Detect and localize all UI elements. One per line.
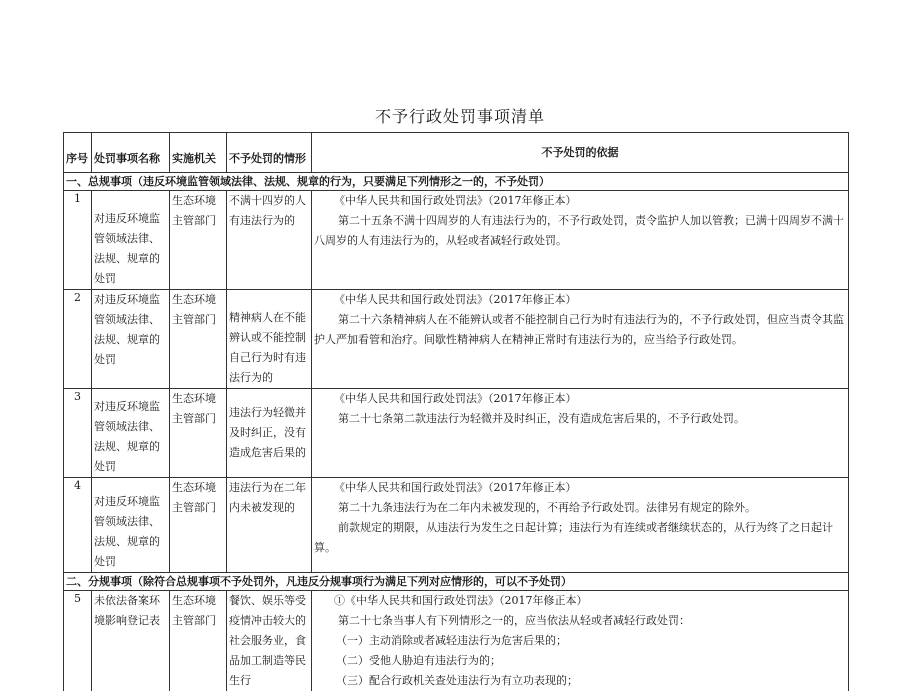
row-item: 未依法备案环境影响登记表 [92, 591, 170, 691]
row-no: 2 [64, 290, 92, 389]
law-article: 第二十五条不满十四周岁的人有违法行为的，不予行政处罚，责令监护人加以管教；已满十四周岁不满十八周岁的人有违法行为的，从轻或者减轻行政处罚。 [314, 211, 846, 251]
row-item: 对违反环境监管领域法律、法规、规章的处罚 [92, 389, 170, 478]
law-citation: ①《中华人民共和国行政处罚法》（2017年修正本） [314, 591, 846, 611]
header-basis: 不予处罚的依据 [312, 133, 849, 173]
row-basis [312, 191, 849, 290]
law-article: 第二十七条第二款违法行为轻微并及时纠正，没有造成危害后果的，不予行政处罚。 [314, 409, 846, 429]
row-situation: 精神病人在不能辨认或不能控制自己行为时有违法行为的 [227, 290, 312, 389]
section-row [64, 573, 849, 591]
section-2-title: 二、分规事项（除符合总规事项不予处罚外，凡违反分规事项行为满足下列对应情形的，可以不予处罚） [64, 573, 849, 591]
section-row [64, 173, 849, 191]
row-no: 1 [64, 191, 92, 290]
law-article-continued: 前款规定的期限，从违法行为发生之日起计算；违法行为有连续或者继续状态的，从行为终了之日起计算。 [314, 518, 846, 558]
row-situation: 不满十四岁的人有违法行为的 [227, 191, 312, 290]
row-agency: 生态环境主管部门 [170, 290, 227, 389]
row-basis [312, 290, 849, 389]
row-no: 5 [64, 591, 92, 691]
law-citation: 《中华人民共和国行政处罚法》（2017年修正本） [314, 290, 846, 310]
row-agency: 生态环境主管部门 [170, 389, 227, 478]
law-citation: 《中华人民共和国行政处罚法》（2017年修正本） [314, 191, 846, 211]
law-clause: （一）主动消除或者减轻违法行为危害后果的； [314, 631, 846, 651]
row-basis [312, 591, 849, 691]
row-no: 4 [64, 478, 92, 573]
table-row [64, 478, 849, 573]
penalty-exemption-table [63, 132, 849, 691]
header-agency: 实施机关 [170, 133, 227, 173]
table-row [64, 191, 849, 290]
row-no: 3 [64, 389, 92, 478]
table-row [64, 290, 849, 389]
law-citation: 《中华人民共和国行政处罚法》（2017年修正本） [314, 478, 846, 498]
page-title: 不予行政处罚事项清单 [0, 104, 920, 127]
law-article: 第二十七条当事人有下列情形之一的，应当依法从轻或者减轻行政处罚： [314, 611, 846, 631]
row-situation: 餐饮、娱乐等受疫情冲击较大的社会服务业，食品加工制造等民生行 [227, 591, 312, 691]
row-situation: 违法行为轻微并及时纠正，没有造成危害后果的 [227, 389, 312, 478]
row-item: 对违反环境监管领域法律、法规、规章的处罚 [92, 478, 170, 573]
law-clause: （二）受他人胁迫有违法行为的； [314, 651, 846, 671]
section-1-title: 一、总规事项（违反环境监管领域法律、法规、规章的行为，只要满足下列情形之一的，不予处罚） [64, 173, 849, 191]
header-row [64, 133, 849, 173]
table-row [64, 389, 849, 478]
header-no: 序号 [64, 133, 92, 173]
law-article: 第二十六条精神病人在不能辨认或者不能控制自己行为时有违法行为的，不予行政处罚，但应当责令其监护人严加看管和治疗。间歇性精神病人在精神正常时有违法行为的，应当给予行政处罚。 [314, 310, 846, 350]
row-basis [312, 478, 849, 573]
header-item: 处罚事项名称 [92, 133, 170, 173]
row-item: 对违反环境监管领域法律、法规、规章的处罚 [92, 191, 170, 290]
header-situation: 不予处罚的情形 [227, 133, 312, 173]
law-article: 第二十九条违法行为在二年内未被发现的，不再给予行政处罚。法律另有规定的除外。 [314, 498, 846, 518]
row-situation: 违法行为在二年内未被发现的 [227, 478, 312, 573]
row-item: 对违反环境监管领域法律、法规、规章的处罚 [92, 290, 170, 389]
row-agency: 生态环境主管部门 [170, 591, 227, 691]
row-basis [312, 389, 849, 478]
row-agency: 生态环境主管部门 [170, 191, 227, 290]
row-agency: 生态环境主管部门 [170, 478, 227, 573]
law-citation: 《中华人民共和国行政处罚法》（2017年修正本） [314, 389, 846, 409]
law-clause: （三）配合行政机关查处违法行为有立功表现的； [314, 671, 846, 691]
table-row [64, 591, 849, 691]
